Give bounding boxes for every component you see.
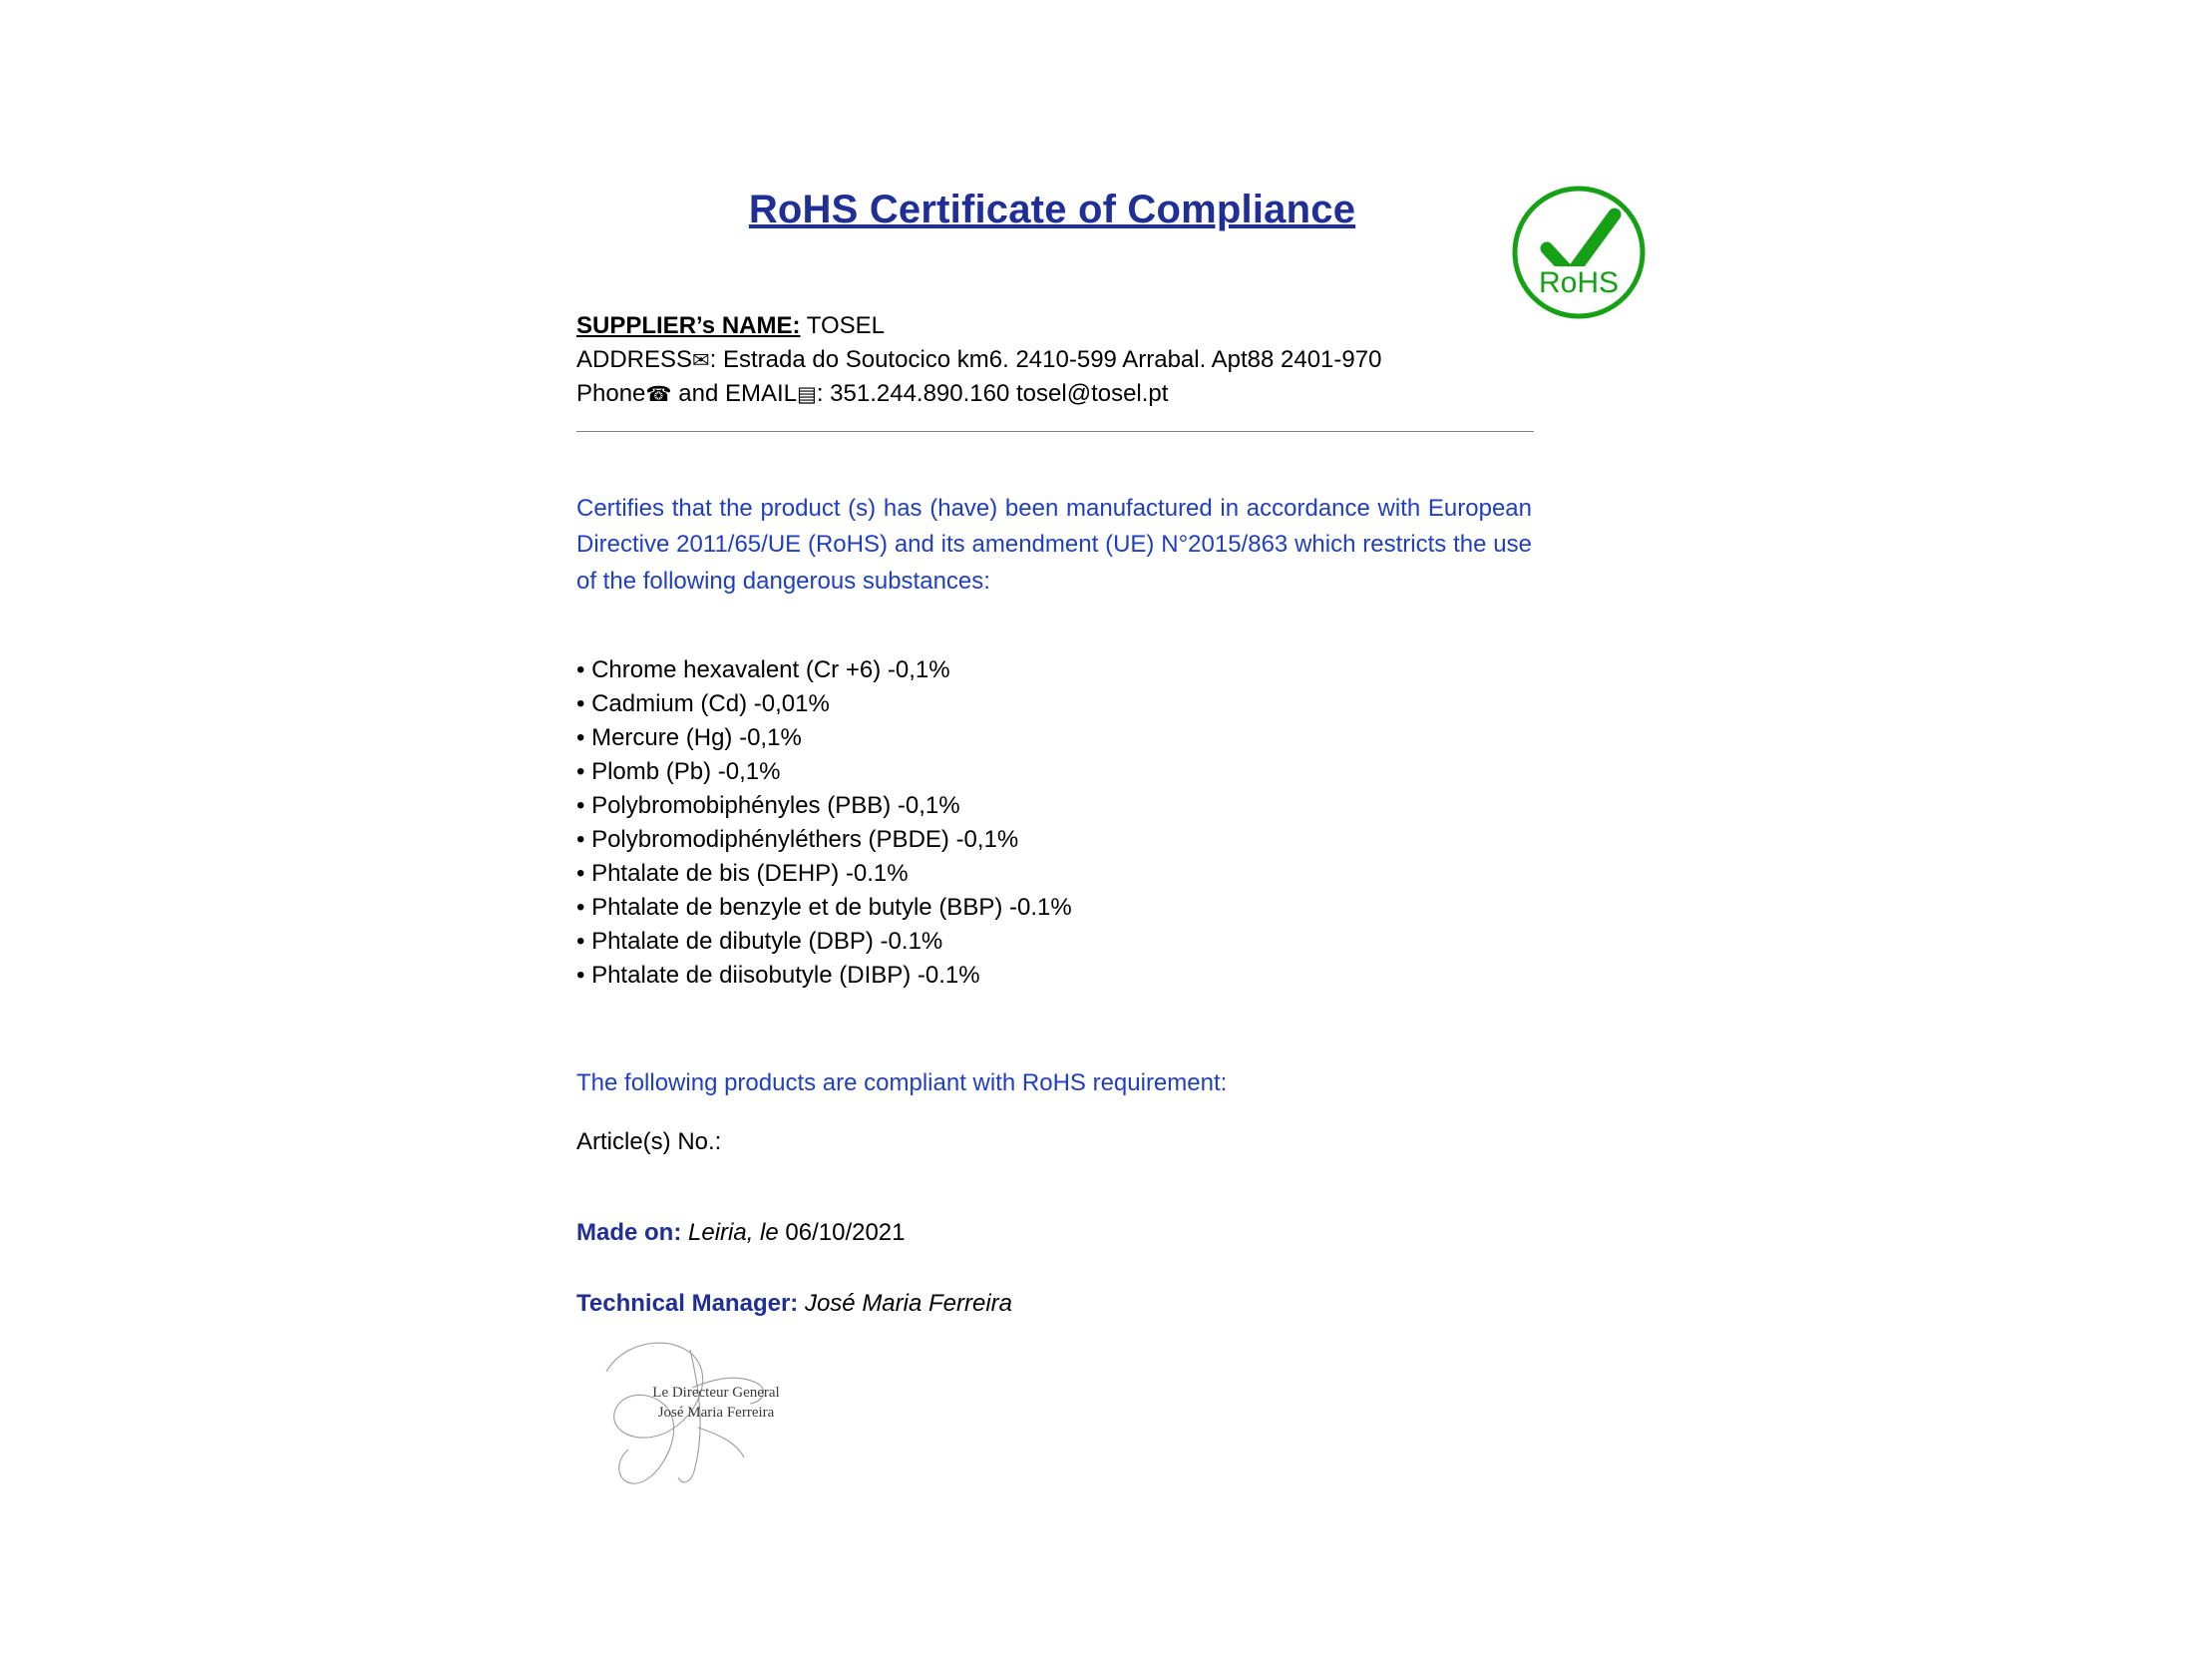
made-on-date: 06/10/2021	[778, 1219, 906, 1246]
technical-manager-line	[576, 1290, 1012, 1318]
list-item: • Polybromobiphényles (PBB) -0,1%	[576, 791, 960, 819]
rohs-check-icon	[1509, 183, 1649, 322]
supplier-contact-row	[576, 377, 1534, 411]
signature-text	[626, 1384, 806, 1423]
technical-manager-name: José Maria Ferreira	[798, 1290, 1013, 1317]
list-item: • Phtalate de diisobutyle (DIBP) -0.1%	[576, 961, 980, 989]
page-title: RoHS Certificate of Compliance	[748, 188, 1356, 231]
made-on-label: Made on:	[576, 1219, 682, 1246]
supplier-name-label: SUPPLIER’s NAME:	[576, 312, 801, 339]
supplier-info	[576, 309, 1534, 411]
supplier-name-row	[576, 309, 1534, 343]
address-value: : Estrada do Soutocico km6. 2410-599 Arrabal. Apt88 2401-970	[709, 346, 1382, 374]
address-label: ADDRESS	[576, 346, 693, 374]
supplier-address-row	[576, 343, 1534, 377]
list-item: • Chrome hexavalent (Cr +6) -0,1%	[576, 656, 950, 683]
article-numbers-line: Article(s) No.:	[576, 1128, 722, 1155]
envelope-icon: ✉	[692, 349, 710, 373]
compliance-note: The following products are compliant with RoHS requirement:	[576, 1069, 1228, 1096]
made-on-city: Leiria, le	[681, 1219, 779, 1246]
divider	[576, 431, 1534, 432]
signature-line-2: José Maria Ferreira	[657, 1404, 775, 1421]
svg-text:RoHS: RoHS	[1538, 266, 1620, 299]
list-item: • Mercure (Hg) -0,1%	[576, 723, 802, 751]
certifies-paragraph: Certifies that the product (s) has (have) been manufactured in accordance with European Directive 2011/65/UE (RoHS) and its amendment (UE) N°2015/863 which restricts the use of the following dangerous substances:	[576, 495, 1532, 595]
made-on-line	[576, 1219, 906, 1247]
list-item: • Phtalate de dibutyle (DBP) -0.1%	[576, 927, 943, 955]
contact-value: : 351.244.890.160 tosel@tosel.pt	[816, 380, 1169, 408]
list-item: • Cadmium (Cd) -0,01%	[576, 689, 830, 717]
list-item: • Phtalate de benzyle et de butyle (BBP) -0.1%	[576, 893, 1072, 921]
list-item: • Plomb (Pb) -0,1%	[576, 757, 781, 785]
email-icon: ▤	[796, 383, 817, 407]
substances-list	[576, 653, 1534, 993]
list-item: • Phtalate de bis (DEHP) -0.1%	[576, 859, 909, 887]
supplier-name-text: TOSEL	[806, 312, 885, 339]
contact-middle-label: and EMAIL	[671, 380, 797, 408]
list-item: • Polybromodiphényléthers (PBDE) -0,1%	[576, 825, 1019, 853]
technical-manager-label: Technical Manager:	[576, 1290, 799, 1317]
phone-label: Phone	[576, 380, 646, 408]
signature-line-1: Le Directeur General	[652, 1385, 780, 1401]
phone-icon: ☎	[645, 383, 672, 407]
